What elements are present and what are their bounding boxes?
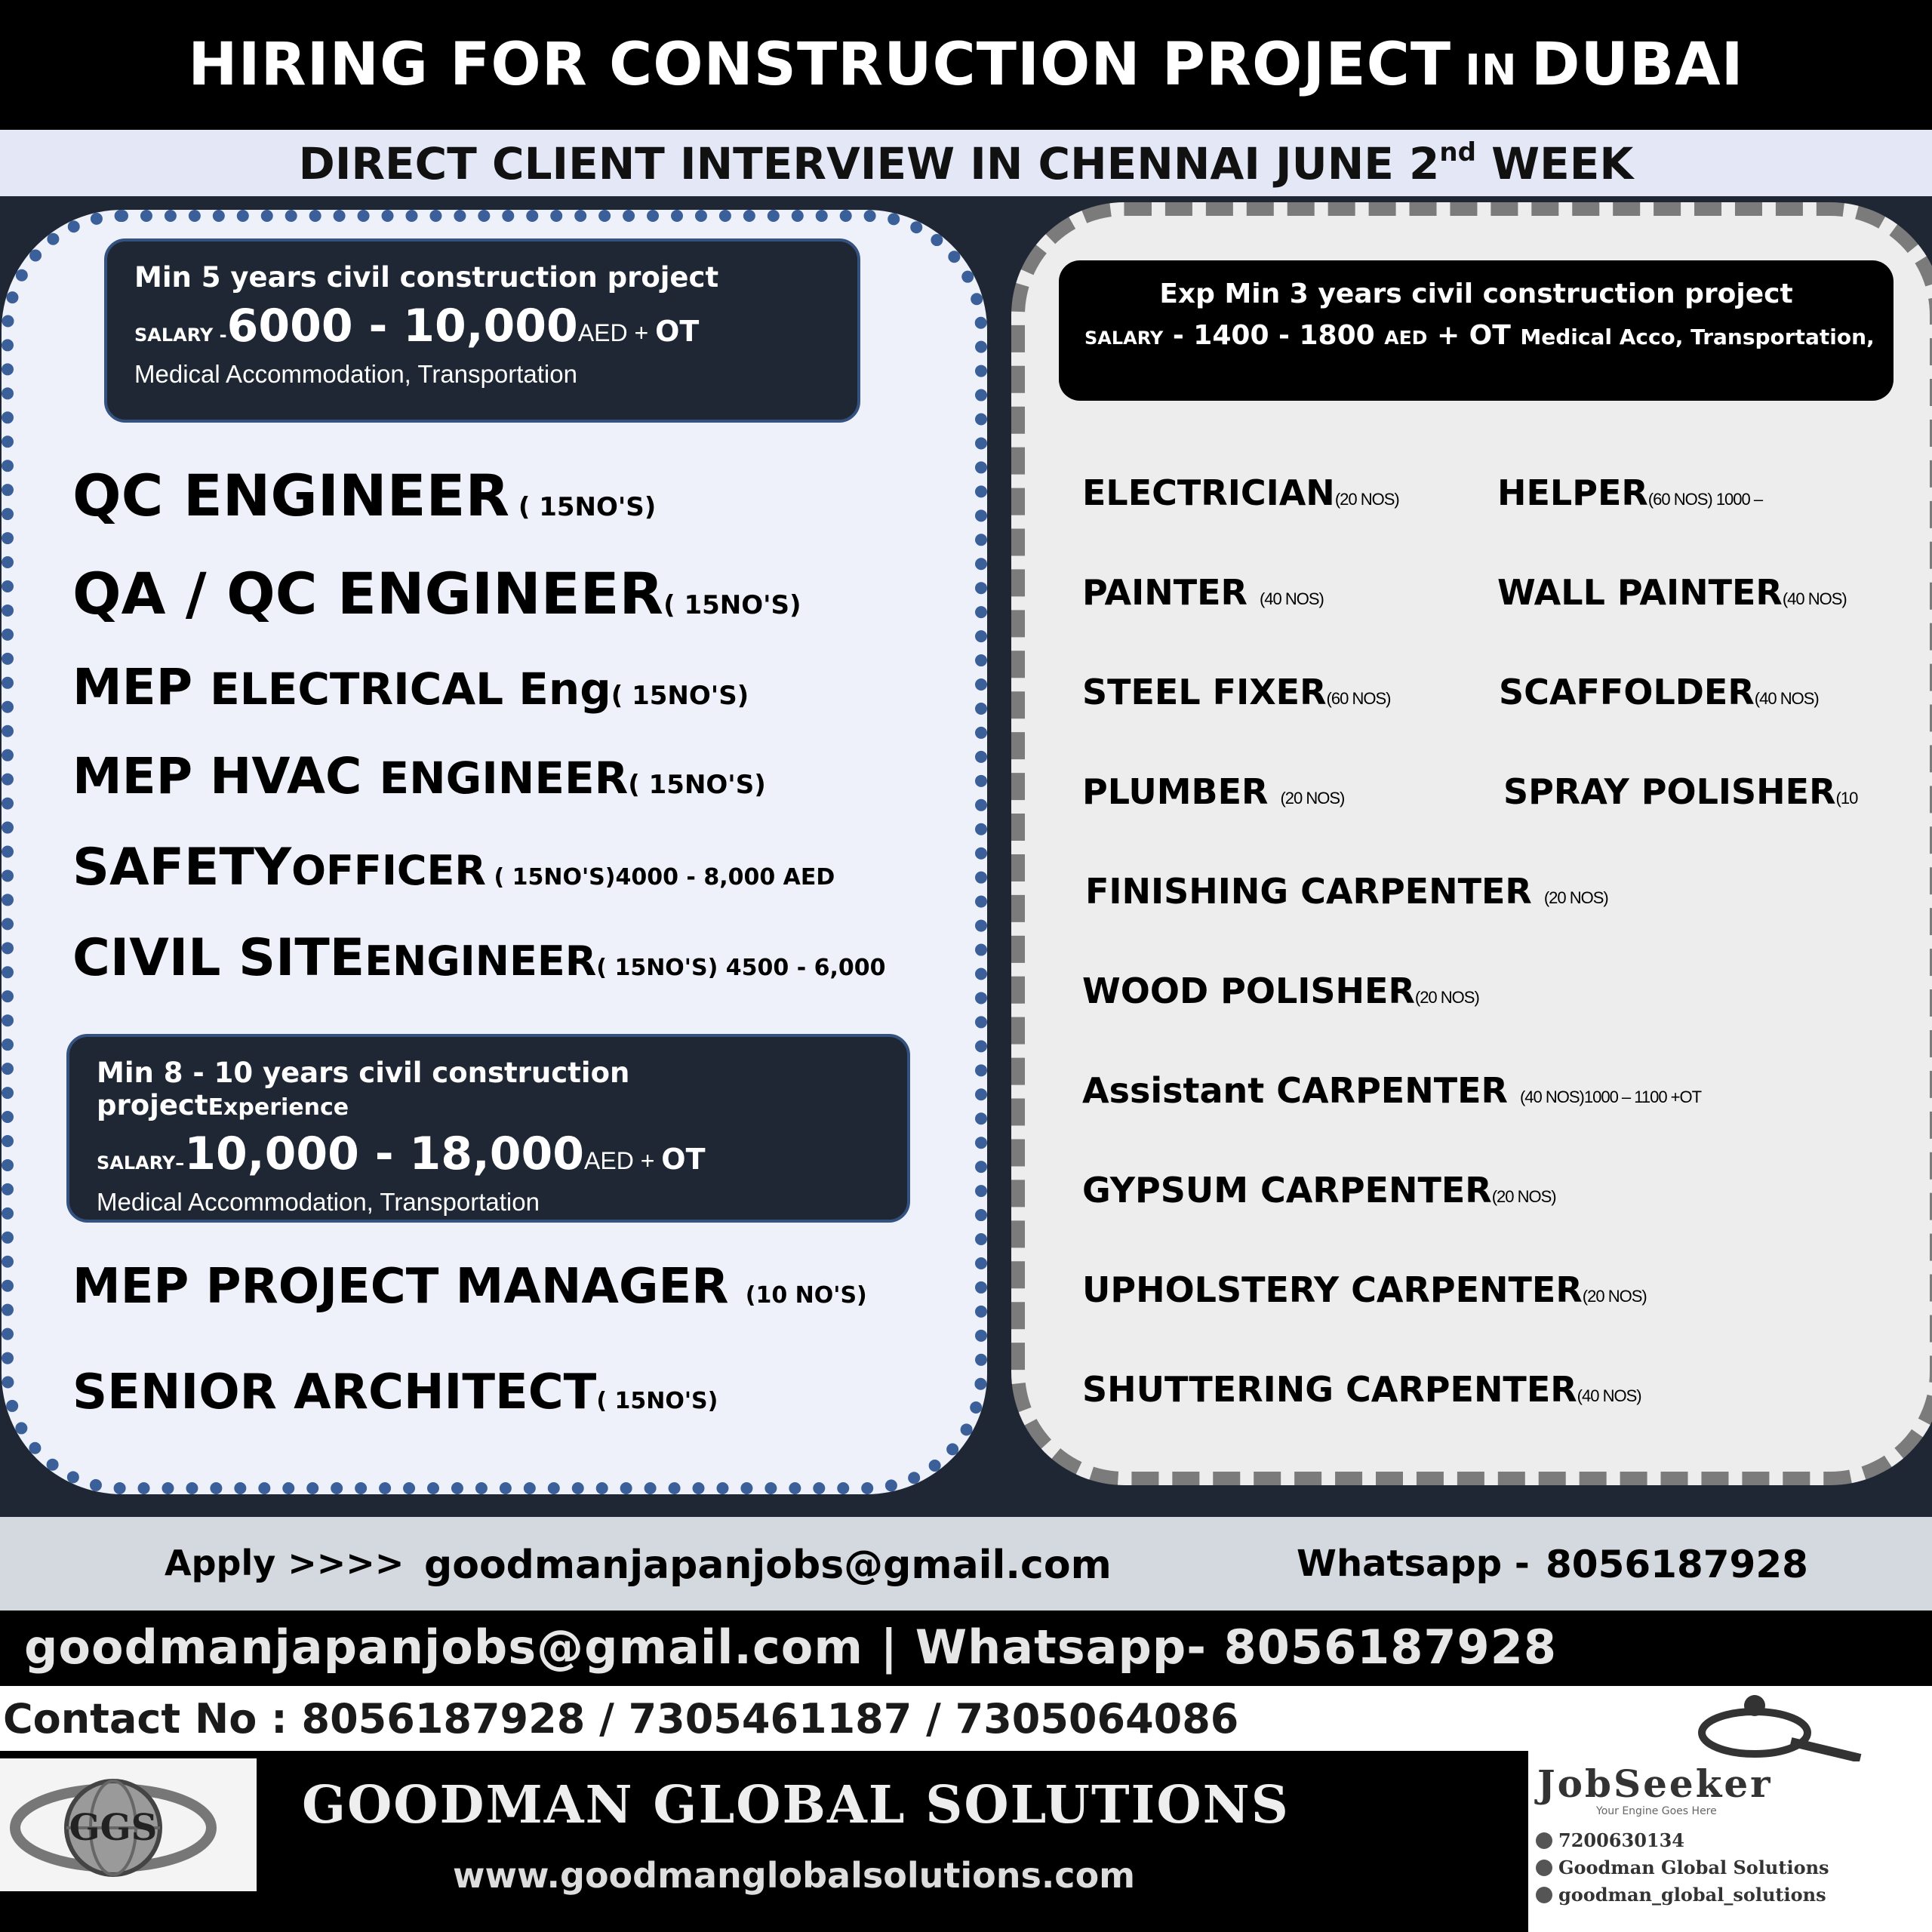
- jobseeker-brand: JobSeeker: [1537, 1761, 1773, 1806]
- job-upholstery-carpenter: UPHOLSTERY CARPENTER(20 NOS): [1082, 1269, 1647, 1310]
- benefits-text: Medical Accommodation, Transportation: [97, 1188, 540, 1216]
- globe-logo-icon: [0, 1758, 257, 1891]
- job-qc-engineer: QC ENGINEER ( 15NO'S): [72, 462, 657, 529]
- jobseeker-tagline: Your Engine Goes Here: [1596, 1805, 1717, 1817]
- interview-banner: [0, 130, 1932, 196]
- job-spray-polisher: SPRAY POLISHER(10: [1503, 771, 1858, 812]
- job-electrician: ELECTRICIAN(20 NOS): [1082, 472, 1399, 513]
- jobseeker-logo-icon: [1528, 1686, 1932, 1761]
- facebook-row: Goodman Global Solutions: [1536, 1857, 1829, 1878]
- requirement-heading: Min 5 years civil construction project: [134, 261, 719, 294]
- job-mep-hvac: MEP HVAC ENGINEER( 15NO'S): [72, 747, 766, 805]
- job-wall-painter: WALL PAINTER(40 NOS): [1497, 572, 1847, 613]
- website-link[interactable]: www.goodmanglobalsolutions.com: [453, 1855, 1136, 1896]
- job-steel-fixer: STEEL FIXER(60 NOS): [1082, 672, 1391, 712]
- job-qa-qc-engineer: QA / QC ENGINEER( 15NO'S): [72, 560, 801, 627]
- jobseeker-card: [1528, 1686, 1932, 1932]
- job-civil-site-engineer: CIVIL SITEENGINEER( 15NO'S) 4500 - 6,000: [72, 928, 886, 988]
- requirement-box-3yrs: [1059, 260, 1894, 401]
- salary-line: SALARY -6000 - 10,000AED + OT: [134, 300, 700, 352]
- job-wood-polisher: WOOD POLISHER(20 NOS): [1082, 971, 1479, 1011]
- job-scaffolder: SCAFFOLDER(40 NOS): [1499, 672, 1819, 712]
- job-assistant-carpenter: Assistant CARPENTER (40 NOS)1000 – 1100 +OT: [1082, 1070, 1702, 1111]
- job-safety-officer: SAFETYOFFICER ( 15NO'S)4000 - 8,000 AED: [72, 838, 835, 897]
- phone-icon: [1536, 1832, 1552, 1849]
- instagram-row: goodman_global_solutions: [1536, 1884, 1826, 1906]
- company-name: GOODMAN GLOBAL SOLUTIONS: [302, 1775, 1290, 1835]
- instagram-icon: [1536, 1887, 1552, 1903]
- requirement-box-5yrs: [104, 238, 860, 423]
- page-title: HIRING FOR CONSTRUCTION PROJECT IN DUBAI: [188, 31, 1744, 99]
- job-mep-electrical: MEP ELECTRICAL Eng( 15NO'S): [72, 658, 749, 716]
- apply-label: Apply >>>>: [165, 1543, 405, 1583]
- requirement-heading: Exp Min 3 years civil construction project: [1159, 278, 1793, 309]
- salary-line: SALARY - 1400 - 1800 AED + OT Medical Acco, Transportation,: [1084, 320, 1875, 351]
- job-plumber: PLUMBER (20 NOS): [1082, 771, 1345, 812]
- interview-text: DIRECT CLIENT INTERVIEW IN CHENNAI JUNE 2nd WEEK: [298, 137, 1634, 189]
- header-banner: [0, 0, 1932, 130]
- contact-numbers: [0, 1686, 1528, 1751]
- ggs-logo: [0, 1758, 257, 1891]
- job-gypsum-carpenter: GYPSUM CARPENTER(20 NOS): [1082, 1170, 1556, 1211]
- facebook-icon: [1536, 1860, 1552, 1876]
- requirement-heading: Min 8 - 10 years civil construction projectExperience: [97, 1057, 630, 1121]
- job-mep-project-manager: MEP PROJECT MANAGER (10 NO'S): [72, 1259, 867, 1315]
- apply-email-link[interactable]: goodmanjapanjobs@gmail.com: [424, 1543, 1112, 1588]
- job-painter: PAINTER (40 NOS): [1082, 572, 1324, 613]
- contact-band-text: goodmanjapanjobs@gmail.com | Whatsapp- 8056187928: [24, 1620, 1557, 1675]
- salary-line: SALARY–10,000 - 18,000AED + OT: [97, 1128, 706, 1180]
- contact-band: [0, 1611, 1932, 1686]
- whatsapp-label: Whatsapp -: [1297, 1543, 1530, 1585]
- job-shuttering-carpenter: SHUTTERING CARPENTER(40 NOS): [1082, 1369, 1641, 1410]
- requirement-box-8yrs: [66, 1034, 910, 1223]
- svg-text:GGS: GGS: [69, 1807, 158, 1849]
- job-senior-architect: SENIOR ARCHITECT( 15NO'S): [72, 1364, 718, 1420]
- phone-row: 7200630134: [1536, 1829, 1684, 1851]
- whatsapp-number[interactable]: 8056187928: [1546, 1543, 1808, 1586]
- job-helper: HELPER(60 NOS) 1000 –: [1497, 472, 1763, 513]
- job-finishing-carpenter: FINISHING CARPENTER (20 NOS): [1085, 871, 1608, 912]
- benefits-text: Medical Accommodation, Transportation: [134, 360, 577, 388]
- apply-bar: [0, 1517, 1932, 1611]
- contact-numbers-text: Contact No : 8056187928 / 7305461187 / 7305064086: [3, 1695, 1239, 1743]
